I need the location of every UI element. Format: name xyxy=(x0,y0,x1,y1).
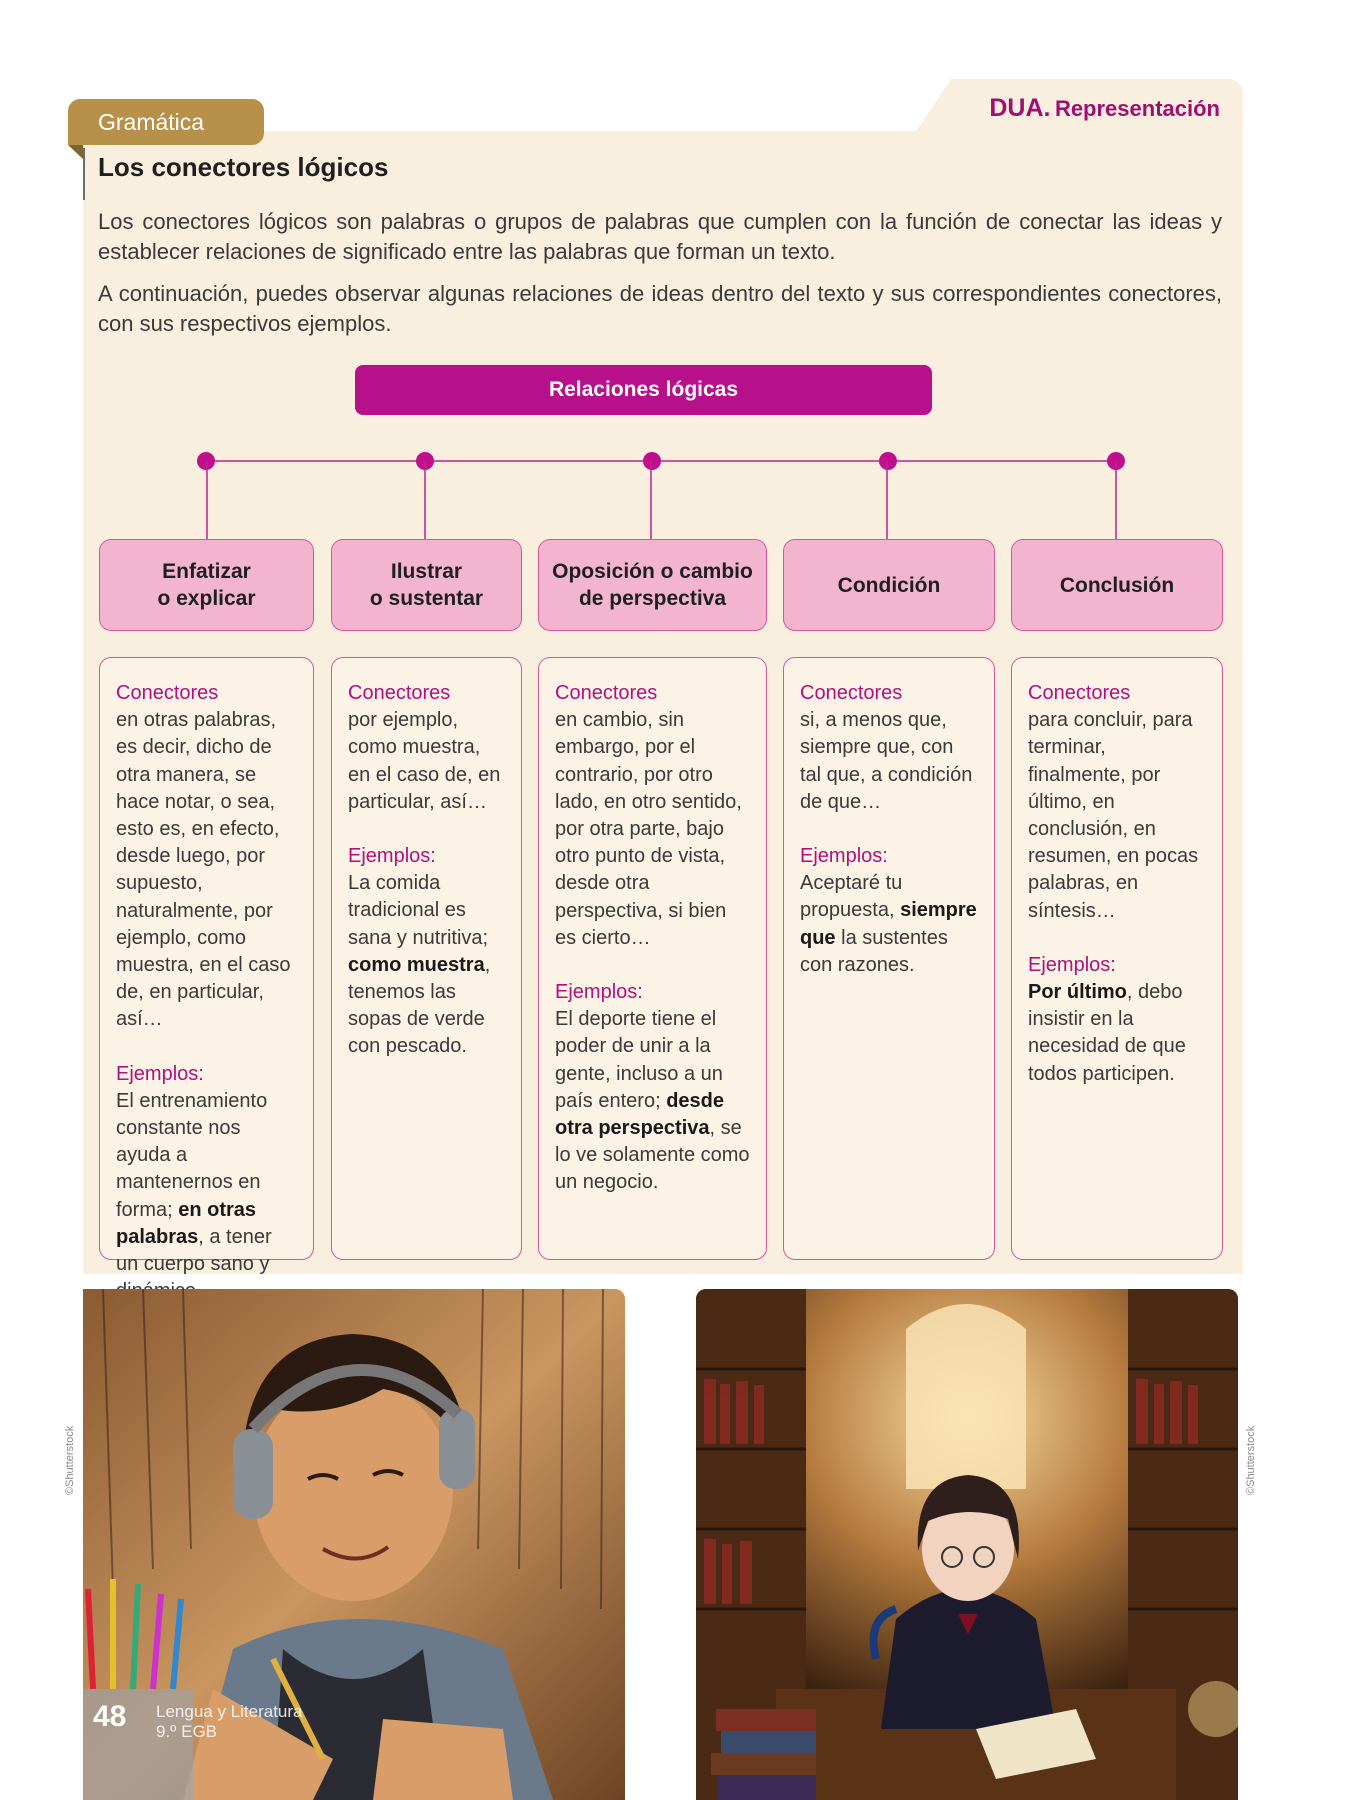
connector-box-condicion xyxy=(783,657,995,1260)
footer-subject: Lengua y Literatura xyxy=(156,1702,303,1721)
example-text-end: , se lo ve solamente como un negocio. xyxy=(555,1117,750,1194)
connectors-label: Conectores xyxy=(1028,682,1131,704)
connector-branch-3 xyxy=(643,452,661,539)
connectors-list: en otras palabras, es decir, dicho de otra manera, se hace notar, o sea, esto es, en efecto, desde luego, por supuesto, naturalmente, por ejemplo, como muestra, en el caso de, en particular, así… xyxy=(116,709,291,1031)
page-title: Los conectores lógicos xyxy=(98,152,389,182)
dua-text: Representación xyxy=(1054,96,1220,121)
intro-paragraph: Los conectores lógicos son palabras o grupos de palabras que cumplen con la función de conectar las ideas y establecer relaciones de significado entre las palabras que forman un texto. xyxy=(98,209,1222,264)
example-text: El deporte tiene el poder de unir a la gente, incluso a un país entero; xyxy=(555,1008,723,1112)
connectors-label: Conectores xyxy=(116,682,219,704)
example-connector: Por último xyxy=(1028,981,1127,1004)
connector-box-ilustrar xyxy=(331,657,522,1260)
connector-box-oposicion xyxy=(538,657,767,1260)
category-condicion: Condición xyxy=(783,539,995,631)
connectors-label: Conectores xyxy=(555,682,658,704)
connectors-list: si, a menos que, siempre que, con tal que, a condición de que… xyxy=(800,709,973,813)
example-text-end: , a tener un cuerpo sano y xyxy=(116,1225,272,1276)
example-text-end: la sustentes con razones. xyxy=(800,926,948,976)
connectors-list: en cambio, sin embargo, por el contrario, por otro lado, en otro sentido, por otra parte, bajo otro punto de vista, desde otra perspectiva, si bien es cierto… xyxy=(555,709,742,949)
connector-branch-5 xyxy=(1107,452,1125,539)
connectors-list: por ejemplo, como muestra, en el caso de, en particular, así… xyxy=(348,709,501,813)
category-ilustrar: Ilustrar o sustentar xyxy=(331,539,522,631)
examples-label: Ejemplos: xyxy=(1028,953,1116,976)
category-enfatizar: Enfatizar o explicar xyxy=(99,539,314,631)
example-text-end: , debo insistir en la necesidad de que todos participen. xyxy=(1028,981,1186,1085)
photo-credit-right: ©Shutterstock xyxy=(1245,1425,1257,1495)
examples-label: Ejemplos: xyxy=(116,1062,204,1085)
examples-label: Ejemplos: xyxy=(800,845,888,868)
illustration-student-library xyxy=(696,1289,1238,1800)
category-conclusion: Conclusión xyxy=(1011,539,1223,631)
connector-box-conclusion xyxy=(1011,657,1223,1260)
examples-label: Ejemplos: xyxy=(555,981,643,1004)
connectors-label: Conectores xyxy=(800,682,903,704)
example-text-end: , tenemos las sopas de verde con pescado. xyxy=(348,953,491,1058)
connectors-list: para concluir, para terminar, finalmente, por último, en conclusión, en resumen, en pocas palabras, en síntesis… xyxy=(1028,709,1199,922)
example-text: Aceptaré tu propuesta, xyxy=(800,872,903,922)
footer-grade: 9.º EGB xyxy=(156,1722,218,1741)
connector-branch-4 xyxy=(879,452,897,539)
dua-bold: DUA. xyxy=(989,94,1051,122)
example-text: La comida tradicional es sana y nutritiva; xyxy=(348,872,489,949)
connector-branch-1 xyxy=(197,452,215,539)
connector-branch-2 xyxy=(416,452,434,539)
examples-label: Ejemplos: xyxy=(348,845,436,868)
footer-book-info xyxy=(156,1702,303,1742)
example-connector: como muestra xyxy=(348,953,485,976)
example-connector: desde otra perspectiva xyxy=(555,1089,724,1140)
example-text: El entrenamiento constante nos ayuda a mantenernos en forma; xyxy=(116,1089,268,1221)
connectors-label: Conectores xyxy=(348,682,451,704)
second-paragraph: A continuación, puedes observar algunas relaciones de ideas dentro del texto y sus correspondientes conectores, con sus respectivos ejemplos. xyxy=(98,281,1222,336)
page-number: 48 xyxy=(93,1700,127,1733)
category-oposicion: Oposición o cambio de perspectiva xyxy=(538,539,767,631)
photo-credit-left: ©Shutterstock xyxy=(64,1425,76,1495)
connector-box-enfatizar xyxy=(99,657,314,1276)
example-connector: siempre que xyxy=(800,899,977,949)
diagram-connectors xyxy=(0,0,1350,560)
example-connector: en otras palabras xyxy=(116,1198,257,1248)
section-tab: Gramática xyxy=(68,99,264,145)
book-stack-icon xyxy=(711,1709,816,1800)
diagram-root: Relaciones lógicas xyxy=(355,365,932,415)
